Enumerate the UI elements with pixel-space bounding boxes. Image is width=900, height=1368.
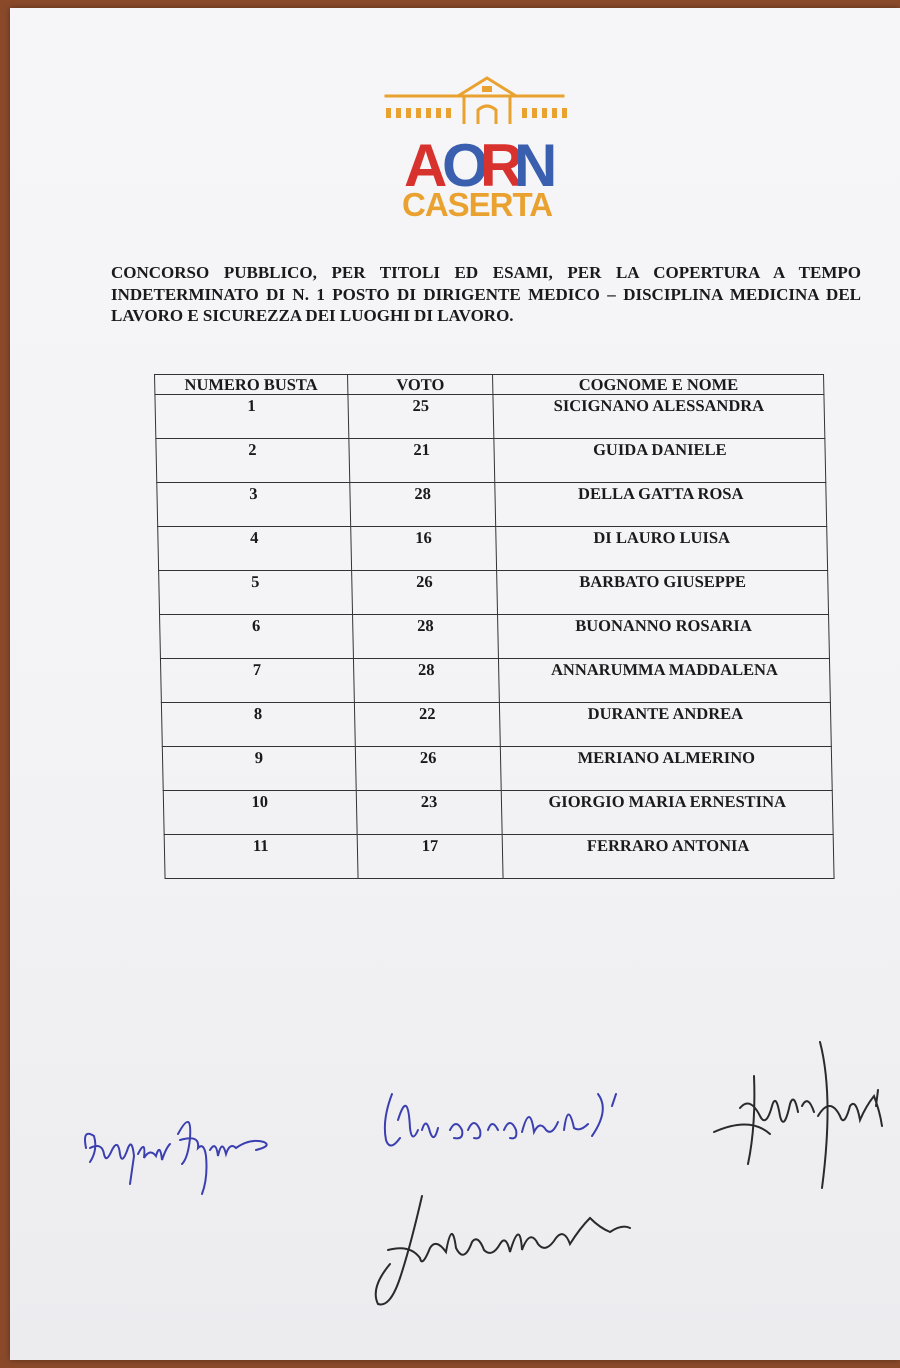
table-row — [160, 659, 830, 703]
column-header-full-name: COGNOME E NOME — [493, 375, 824, 395]
score-cell: 21 — [349, 439, 496, 483]
table-row — [157, 483, 827, 527]
score-cell: 16 — [350, 527, 497, 571]
score-cell: 28 — [353, 659, 500, 703]
aorn-caserta-logo — [380, 74, 570, 224]
score-cell: 28 — [349, 483, 496, 527]
envelope-number-cell: 2 — [156, 439, 350, 483]
full-name-cell: SICIGNANO ALESSANDRA — [493, 395, 824, 439]
full-name-cell: ANNARUMMA MADDALENA — [499, 659, 830, 703]
table-row — [164, 835, 834, 879]
envelope-number-cell: 11 — [164, 835, 358, 879]
score-cell: 26 — [351, 571, 498, 615]
table-row — [163, 791, 833, 835]
full-name-cell: DELLA GATTA ROSA — [495, 483, 826, 527]
signature-icon — [80, 1098, 280, 1208]
envelope-number-cell: 5 — [159, 571, 353, 615]
envelope-number-cell: 9 — [162, 747, 356, 791]
envelope-number-cell: 7 — [160, 659, 354, 703]
full-name-cell: FERRARO ANTONIA — [503, 835, 834, 879]
signature-icon — [378, 1080, 638, 1160]
column-header-score: VOTO — [347, 375, 493, 395]
table-row — [155, 395, 825, 439]
document-page — [10, 8, 900, 1360]
signature-icon — [710, 1036, 890, 1196]
svg-text:O: O — [442, 132, 485, 199]
competition-title: CONCORSO PUBBLICO, PER TITOLI ED ESAMI, PER LA COPERTURA A TEMPO INDETERMINATO DI N. 1 POSTO DI DIRIGENTE MEDICO – DISCIPLINA MEDICINA DEL LAVORO E SICUREZZA DEI LUOGHI DI LAVORO. — [111, 263, 861, 325]
svg-text:R: R — [480, 132, 520, 199]
full-name-cell: GUIDA DANIELE — [494, 439, 825, 483]
envelope-number-cell: 10 — [163, 791, 357, 835]
table-row — [161, 703, 831, 747]
results-table — [154, 374, 835, 879]
score-cell: 23 — [356, 791, 503, 835]
full-name-cell: BUONANNO ROSARIA — [498, 615, 829, 659]
envelope-number-cell: 1 — [155, 395, 349, 439]
table-row — [162, 747, 832, 791]
table-header-row — [155, 375, 824, 395]
svg-text:CASERTA: CASERTA — [402, 186, 553, 223]
full-name-cell: GIORGIO MARIA ERNESTINA — [502, 791, 833, 835]
full-name-cell: BARBATO GIUSEPPE — [497, 571, 828, 615]
svg-text:N: N — [514, 132, 554, 199]
envelope-number-cell: 4 — [158, 527, 352, 571]
svg-text:A: A — [404, 132, 444, 199]
full-name-cell: DURANTE ANDREA — [500, 703, 831, 747]
score-cell: 25 — [348, 395, 495, 439]
full-name-cell: DI LAURO LUISA — [496, 527, 827, 571]
score-cell: 17 — [357, 835, 504, 879]
envelope-number-cell: 6 — [160, 615, 354, 659]
column-header-envelope-number: NUMERO BUSTA — [155, 375, 348, 395]
table-row — [160, 615, 830, 659]
signature-icon — [360, 1188, 650, 1318]
table-row — [156, 439, 826, 483]
full-name-cell: MERIANO ALMERINO — [501, 747, 832, 791]
envelope-number-cell: 8 — [161, 703, 355, 747]
score-cell: 22 — [354, 703, 501, 747]
table-row — [158, 527, 828, 571]
envelope-number-cell: 3 — [157, 483, 351, 527]
table-row — [159, 571, 829, 615]
score-cell: 26 — [355, 747, 502, 791]
score-cell: 28 — [352, 615, 499, 659]
